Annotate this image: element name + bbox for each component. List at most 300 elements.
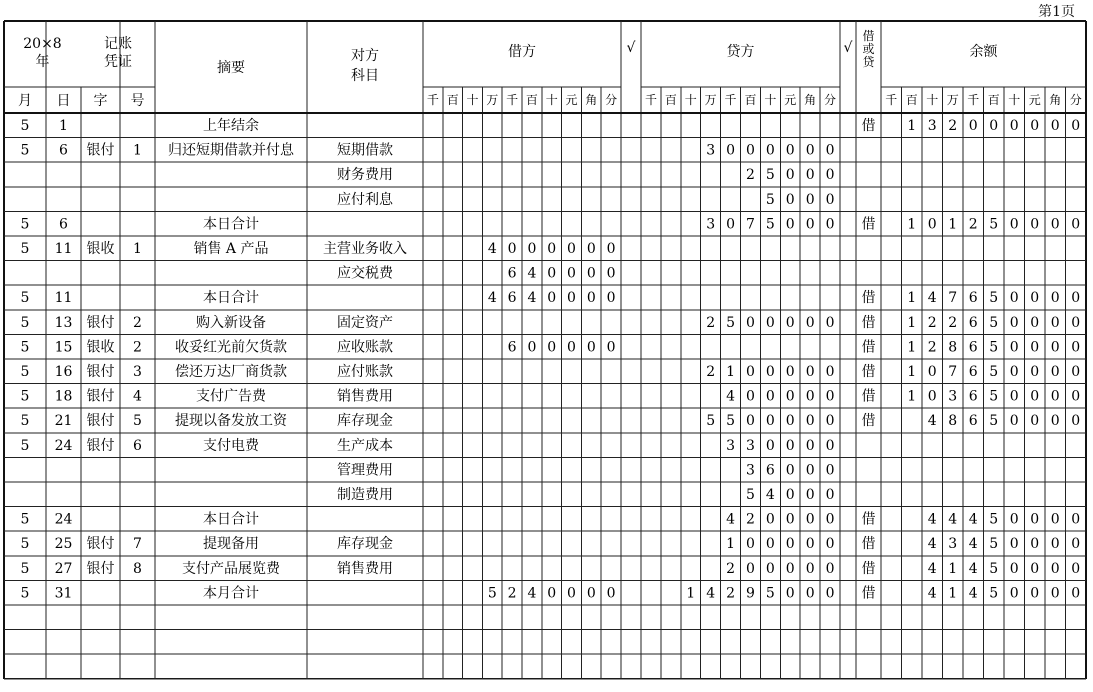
cell-summary: 支付产品展览费	[182, 560, 280, 577]
cell-balance-digit: 0	[1050, 511, 1060, 528]
cell-credit-digit: 0	[825, 536, 835, 553]
header-debit-or-credit: 贷	[862, 55, 875, 69]
cell-balance-digit: 0	[1030, 216, 1040, 233]
cell-balance-digit: 0	[1050, 536, 1060, 553]
header-digit-unit: 元	[784, 93, 797, 107]
cell-credit-digit: 3	[745, 462, 755, 479]
cell-balance-digit: 6	[968, 290, 978, 307]
cell-balance-digit: 0	[1030, 118, 1040, 134]
header-counter-account: 科目	[351, 68, 379, 84]
cell-debit-digit: 0	[567, 290, 576, 307]
cell-day: 24	[54, 511, 73, 528]
header-counter-account: 对方	[351, 48, 379, 64]
cell-balance-digit: 0	[1071, 536, 1081, 553]
cell-debit-digit: 0	[606, 339, 616, 356]
cell-voucher-number: 1	[133, 241, 142, 257]
table-row	[21, 363, 1081, 380]
header-digit-unit: 万	[704, 93, 717, 107]
cell-account: 应交税费	[337, 265, 393, 282]
cell-voucher-type: 银付	[86, 536, 115, 553]
cell-balance-digit: 4	[948, 511, 958, 528]
cell-credit-digit: 5	[726, 314, 736, 331]
cell-balance-digit: 0	[1009, 118, 1019, 134]
cell-day: 6	[59, 142, 68, 159]
cell-credit-digit: 0	[825, 314, 835, 331]
table-row	[21, 289, 1081, 306]
cell-balance-digit: 4	[927, 511, 937, 528]
cell-credit-digit: 4	[706, 585, 716, 602]
cell-debit-or-credit: 借	[861, 536, 876, 553]
cell-credit-digit: 0	[805, 462, 815, 479]
table-row	[21, 560, 1081, 577]
header-digit-unit: 百	[987, 93, 1000, 107]
cell-account: 销售费用	[337, 560, 393, 577]
cell-credit-digit: 0	[805, 216, 815, 233]
cell-debit-digit: 0	[547, 290, 557, 307]
cell-balance-digit: 5	[989, 339, 999, 356]
cell-balance-digit: 0	[1050, 118, 1060, 134]
cell-balance-digit: 0	[1030, 585, 1040, 602]
cell-debit-digit: 0	[586, 265, 596, 282]
cell-balance-digit: 3	[948, 388, 958, 405]
cell-summary: 归还短期借款并付息	[168, 142, 294, 159]
cell-account: 财务费用	[337, 167, 393, 184]
cell-credit-digit: 0	[785, 191, 795, 208]
cell-credit-digit: 0	[745, 536, 755, 553]
cell-summary: 销售 A 产品	[193, 241, 269, 257]
cell-balance-digit: 0	[1009, 290, 1019, 307]
table-row	[21, 388, 1081, 405]
cell-credit-digit: 0	[785, 314, 795, 331]
grid-lines	[4, 21, 1086, 679]
cell-credit-digit: 5	[765, 216, 775, 233]
cell-debit-digit: 4	[487, 290, 497, 307]
cell-credit-digit: 5	[765, 167, 775, 184]
cell-debit-digit: 0	[547, 241, 557, 257]
cell-balance-digit: 5	[989, 511, 999, 528]
cell-month: 5	[20, 314, 30, 331]
cell-balance-digit: 6	[968, 388, 978, 405]
cell-balance-digit: 0	[1071, 314, 1081, 331]
cell-debit-digit: 4	[527, 290, 537, 307]
cell-credit-digit: 0	[825, 413, 835, 430]
table-row	[337, 166, 835, 183]
cell-balance-digit: 5	[989, 364, 999, 380]
cell-credit-digit: 0	[805, 364, 815, 380]
cell-balance-digit: 2	[927, 314, 937, 331]
header-credit: 贷方	[726, 44, 755, 60]
cell-summary: 提现以备发放工资	[175, 413, 287, 430]
cell-credit-digit: 0	[745, 413, 755, 430]
cell-account: 管理费用	[337, 462, 393, 479]
cell-credit-digit: 5	[765, 585, 775, 602]
cell-balance-digit: 0	[1030, 536, 1040, 553]
cell-credit-digit: 0	[726, 216, 736, 233]
table-row	[21, 314, 1081, 331]
table-row	[337, 191, 835, 208]
header-digit-unit: 角	[1049, 93, 1062, 107]
cell-account: 短期借款	[337, 142, 393, 159]
cell-debit-digit: 0	[507, 241, 517, 257]
cell-debit-or-credit: 借	[861, 118, 876, 134]
cell-balance-digit: 5	[989, 314, 999, 331]
cell-debit-digit: 4	[527, 585, 537, 602]
cell-balance-digit: 5	[989, 536, 999, 553]
cell-day: 11	[54, 241, 73, 257]
cell-day: 18	[54, 388, 73, 405]
cell-account: 主营业务收入	[323, 241, 407, 257]
header-digit-unit: 元	[565, 93, 578, 107]
cell-month: 5	[20, 413, 30, 430]
cell-credit-digit: 0	[825, 191, 835, 208]
cell-credit-digit: 0	[785, 585, 795, 602]
cell-day: 31	[54, 585, 73, 602]
cell-credit-digit: 0	[805, 314, 815, 331]
cell-balance-digit: 0	[1071, 290, 1081, 307]
table-row	[21, 584, 1081, 601]
cell-debit-or-credit: 借	[861, 364, 876, 380]
cell-debit-or-credit: 借	[861, 585, 876, 602]
cell-voucher-type: 银付	[86, 437, 115, 454]
cell-credit-digit: 0	[765, 536, 775, 553]
cell-month: 5	[20, 437, 30, 454]
cell-balance-digit: 0	[1030, 511, 1040, 528]
cell-credit-digit: 0	[745, 560, 755, 577]
cell-credit-digit: 4	[726, 511, 736, 528]
cell-credit-digit: 0	[825, 216, 835, 233]
cell-credit-digit: 0	[745, 388, 755, 405]
header-digit-unit: 十	[926, 93, 939, 107]
cell-day: 27	[54, 560, 73, 577]
header-digit-unit: 百	[744, 93, 757, 107]
cell-day: 21	[54, 413, 73, 430]
cell-credit-digit: 2	[706, 364, 716, 380]
header-digit-unit: 千	[967, 93, 980, 107]
cell-balance-digit: 0	[968, 118, 978, 134]
cell-debit-digit: 0	[586, 241, 596, 257]
cell-account: 库存现金	[337, 536, 393, 553]
cell-balance-digit: 5	[989, 290, 999, 307]
cell-credit-digit: 0	[765, 437, 775, 454]
cell-debit-or-credit: 借	[861, 413, 876, 430]
cell-summary: 本日合计	[203, 511, 259, 528]
cell-credit-digit: 0	[765, 560, 775, 577]
cell-balance-digit: 0	[1071, 585, 1081, 602]
cell-debit-digit: 0	[567, 585, 576, 602]
cell-balance-digit: 0	[1050, 388, 1060, 405]
cell-credit-digit: 0	[765, 413, 775, 430]
cell-balance-digit: 1	[907, 339, 917, 356]
cell-credit-digit: 3	[726, 437, 736, 454]
cell-debit-or-credit: 借	[861, 216, 876, 233]
cell-balance-digit: 6	[968, 364, 978, 380]
header-digit-unit: 千	[724, 93, 737, 107]
cell-balance-digit: 1	[907, 364, 917, 380]
cell-summary: 本日合计	[203, 290, 259, 307]
cell-balance-digit: 0	[1050, 585, 1060, 602]
cell-balance-digit: 0	[1071, 339, 1081, 356]
cell-balance-digit: 0	[1009, 585, 1019, 602]
header-year-unit: 年	[35, 54, 50, 70]
cell-credit-digit: 0	[805, 560, 815, 577]
cell-credit-digit: 0	[805, 511, 815, 528]
cell-credit-digit: 0	[825, 142, 835, 159]
cell-account: 固定资产	[337, 314, 393, 331]
header-digit-unit: 角	[804, 93, 817, 107]
cell-debit-digit: 0	[567, 339, 576, 356]
cell-credit-digit: 0	[805, 142, 815, 159]
cell-account: 库存现金	[337, 413, 393, 430]
table-row	[21, 338, 1081, 355]
cell-voucher-number: 4	[133, 388, 142, 405]
cell-credit-digit: 9	[745, 585, 755, 602]
cell-balance-digit: 0	[1009, 560, 1019, 577]
cell-credit-digit: 0	[785, 413, 795, 430]
cell-balance-digit: 0	[1009, 388, 1019, 405]
cell-balance-digit: 1	[948, 216, 958, 233]
cell-credit-digit: 5	[706, 413, 716, 430]
header-digit-unit: 百	[905, 93, 918, 107]
cell-credit-digit: 0	[825, 462, 835, 479]
header-day: 日	[56, 93, 71, 109]
cell-balance-digit: 0	[1050, 413, 1060, 430]
cell-credit-digit: 0	[785, 364, 795, 380]
cell-credit-digit: 0	[745, 314, 755, 331]
cell-debit-digit: 0	[547, 339, 557, 356]
cell-credit-digit: 0	[805, 437, 815, 454]
header-digit-unit: 元	[1028, 93, 1041, 107]
cell-voucher-type: 银收	[86, 339, 115, 356]
cell-debit-or-credit: 借	[861, 388, 876, 405]
cell-balance-digit: 0	[1030, 560, 1040, 577]
header-digit-unit: 十	[1008, 93, 1021, 107]
header-digit-unit: 百	[664, 93, 677, 107]
cell-balance-digit: 0	[1009, 216, 1019, 233]
cell-account: 应付利息	[337, 191, 393, 208]
cell-summary: 上年结余	[203, 118, 259, 134]
cell-debit-digit: 0	[606, 290, 616, 307]
cell-balance-digit: 1	[907, 314, 917, 331]
header-digit-unit: 十	[466, 93, 479, 107]
cell-debit-digit: 0	[547, 265, 557, 282]
cell-summary: 支付广告费	[196, 388, 266, 405]
header-voucher-number: 号	[130, 93, 145, 109]
cell-balance-digit: 0	[1030, 314, 1040, 331]
cell-credit-digit: 1	[726, 536, 736, 553]
cell-balance-digit: 0	[1009, 536, 1019, 553]
table-row	[21, 412, 1081, 429]
cell-balance-digit: 0	[1009, 314, 1019, 331]
cell-credit-digit: 1	[726, 364, 736, 380]
cell-account: 应收账款	[337, 339, 393, 356]
cell-balance-digit: 0	[1071, 364, 1081, 380]
cell-balance-digit: 1	[948, 585, 958, 602]
table-row	[21, 511, 1081, 528]
cell-credit-digit: 0	[785, 216, 795, 233]
cell-voucher-number: 2	[133, 314, 142, 331]
cell-credit-digit: 0	[785, 167, 795, 184]
cell-credit-digit: 0	[805, 413, 815, 430]
cell-credit-digit: 0	[785, 487, 795, 503]
cell-debit-digit: 4	[527, 265, 537, 282]
cell-balance-digit: 6	[968, 413, 978, 430]
cell-month: 5	[20, 118, 30, 134]
cell-account: 生产成本	[337, 437, 393, 454]
cell-voucher-number: 5	[133, 413, 142, 430]
cell-debit-digit: 0	[547, 585, 557, 602]
cell-credit-digit: 0	[825, 364, 835, 380]
cell-voucher-type: 银付	[86, 364, 115, 380]
header-summary: 摘要	[217, 60, 245, 76]
cell-credit-digit: 2	[726, 560, 736, 577]
cell-credit-digit: 0	[825, 167, 835, 184]
header-digit-unit: 万	[946, 93, 959, 107]
cell-debit-digit: 0	[586, 585, 596, 602]
cell-credit-digit: 2	[726, 585, 736, 602]
cell-credit-digit: 0	[805, 388, 815, 405]
cell-day: 1	[59, 118, 68, 134]
header-digit-unit: 十	[684, 93, 697, 107]
cell-debit-digit: 2	[507, 585, 517, 602]
cell-balance-digit: 1	[907, 118, 917, 134]
header-digit-unit: 十	[545, 93, 558, 107]
cell-balance-digit: 6	[968, 339, 978, 356]
cell-debit-digit: 0	[606, 241, 616, 257]
cell-balance-digit: 5	[989, 413, 999, 430]
cell-balance-digit: 2	[948, 118, 958, 134]
cell-account: 销售费用	[337, 388, 393, 405]
header-voucher: 凭证	[104, 54, 132, 70]
cell-day: 6	[59, 216, 68, 233]
cell-day: 15	[54, 339, 73, 356]
cell-credit-digit: 5	[726, 413, 736, 430]
cell-credit-digit: 0	[765, 142, 775, 159]
cell-credit-digit: 5	[745, 487, 755, 503]
cell-day: 24	[54, 437, 73, 454]
header-year: 20×8	[23, 36, 62, 52]
cell-voucher-type: 银付	[86, 560, 115, 577]
cell-balance-digit: 4	[968, 511, 978, 528]
cell-voucher-type: 银收	[86, 241, 115, 257]
cell-balance-digit: 5	[989, 585, 999, 602]
cell-balance-digit: 0	[1030, 339, 1040, 356]
cell-balance-digit: 0	[1071, 216, 1081, 233]
header-digit-unit: 千	[644, 93, 657, 107]
cell-month: 5	[20, 585, 30, 602]
table-row	[21, 535, 1081, 552]
cell-balance-digit: 0	[927, 388, 937, 405]
header-debit: 借方	[508, 44, 536, 60]
cell-balance-digit: 0	[1009, 413, 1019, 430]
cell-voucher-number: 2	[133, 339, 142, 356]
cell-balance-digit: 4	[927, 290, 937, 307]
cell-balance-digit: 0	[1009, 339, 1019, 356]
cell-balance-digit: 4	[968, 536, 978, 553]
cell-debit-digit: 6	[507, 265, 517, 282]
header-digit-unit: 分	[824, 93, 837, 107]
cell-summary: 偿还万达厂商货款	[175, 364, 287, 380]
cell-balance-digit: 0	[1030, 413, 1040, 430]
cell-balance-digit: 0	[1050, 364, 1060, 380]
cell-month: 5	[20, 560, 30, 577]
cell-balance-digit: 0	[1071, 118, 1081, 134]
cell-balance-digit: 5	[989, 216, 999, 233]
cell-balance-digit: 4	[927, 413, 937, 430]
cell-credit-digit: 5	[765, 191, 775, 208]
cell-month: 5	[20, 511, 30, 528]
cell-balance-digit: 7	[948, 364, 958, 380]
cell-credit-digit: 0	[785, 560, 795, 577]
cell-balance-digit: 8	[948, 413, 958, 430]
header-digit-unit: 千	[885, 93, 898, 107]
cell-credit-digit: 0	[745, 364, 755, 380]
cell-credit-digit: 0	[825, 487, 835, 503]
cell-balance-digit: 0	[1050, 560, 1060, 577]
cell-debit-digit: 6	[507, 290, 517, 307]
cell-balance-digit: 0	[1071, 511, 1081, 528]
header-debit-or-credit: 或	[862, 42, 875, 56]
cell-balance-digit: 4	[968, 585, 978, 602]
header-balance: 余额	[969, 44, 998, 60]
cell-month: 5	[20, 388, 30, 405]
table-row	[21, 142, 835, 159]
table-row	[21, 437, 835, 454]
table-row	[21, 215, 1081, 232]
cell-balance-digit: 4	[927, 536, 937, 553]
cell-voucher-number: 3	[133, 364, 142, 380]
cell-credit-digit: 0	[805, 191, 815, 208]
cell-balance-digit: 2	[968, 216, 978, 233]
cell-balance-digit: 1	[948, 560, 958, 577]
cell-credit-digit: 0	[785, 388, 795, 405]
cell-debit-digit: 0	[606, 265, 616, 282]
cell-voucher-number: 1	[133, 142, 142, 159]
cell-debit-digit: 5	[487, 585, 497, 602]
cell-account: 制造费用	[337, 487, 393, 503]
cell-balance-digit: 2	[948, 314, 958, 331]
cell-summary: 收妥红光前欠货款	[175, 339, 287, 356]
cell-balance-digit: 0	[1009, 511, 1019, 528]
cell-month: 5	[20, 339, 30, 356]
cell-debit-digit: 0	[567, 241, 576, 257]
cell-credit-digit: 3	[706, 216, 716, 233]
cell-credit-digit: 3	[745, 437, 755, 454]
cell-debit-digit: 0	[567, 265, 576, 282]
cell-credit-digit: 0	[805, 536, 815, 553]
header-month: 月	[18, 93, 32, 109]
table-row	[21, 240, 616, 257]
cell-credit-digit: 3	[706, 142, 716, 159]
cell-balance-digit: 0	[927, 216, 937, 233]
cell-debit-or-credit: 借	[861, 314, 876, 331]
cell-balance-digit: 0	[927, 364, 937, 380]
cell-balance-digit: 0	[989, 118, 999, 134]
cell-balance-digit: 5	[989, 388, 999, 405]
header-digit-unit: 千	[506, 93, 519, 107]
cell-balance-digit: 0	[1030, 364, 1040, 380]
table-row	[337, 461, 835, 478]
cell-credit-digit: 0	[825, 388, 835, 405]
table-row	[21, 117, 1081, 134]
cell-balance-digit: 5	[989, 560, 999, 577]
page-number: 第1页	[1038, 4, 1075, 20]
cell-summary: 支付电费	[203, 437, 259, 454]
header-digit-unit: 十	[764, 93, 777, 107]
cell-credit-digit: 0	[726, 142, 736, 159]
cell-balance-digit: 1	[907, 290, 917, 307]
cell-credit-digit: 0	[765, 388, 775, 405]
cell-credit-digit: 2	[745, 167, 755, 184]
